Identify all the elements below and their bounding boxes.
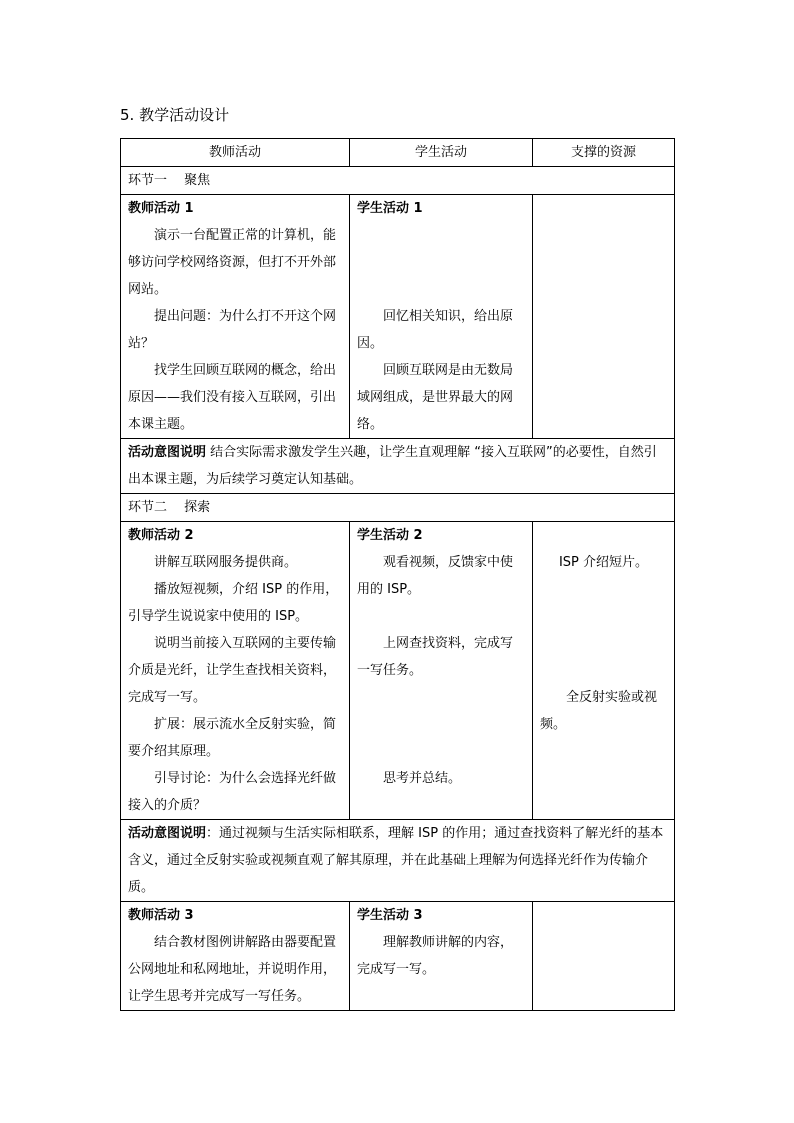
stage2-teacher-p1: 讲解互联网服务提供商。 — [154, 555, 298, 570]
stage1-note-label: 活动意图说明 — [128, 445, 207, 460]
stage1-student-cell — [350, 195, 533, 439]
stage3-teacher-cell — [121, 902, 350, 1011]
stage1-student-p2: 回顾互联网是由无数局域网组成，是世界最大的网络。 — [357, 363, 514, 432]
header-teacher-activity: 教师活动 — [121, 139, 350, 167]
stage2-teacher-p5: 引导讨论：为什么会选择光纤做接入的介质？ — [128, 771, 337, 813]
header-student-activity: 学生活动 — [350, 139, 533, 167]
stage2-note — [121, 820, 675, 902]
stage1-activity-row — [121, 195, 675, 439]
stage3-resource-cell — [533, 902, 675, 1011]
stage2-student-cell — [350, 522, 533, 820]
stage2-teacher-cell — [121, 522, 350, 820]
stage2-student-p1: 观看视频，反馈家中使用的 ISP。 — [357, 555, 514, 597]
stage3-teacher-heading: 教师活动 3 — [128, 908, 194, 923]
stage1-title: 环节一 聚焦 — [121, 167, 675, 195]
stage2-teacher-p3: 说明当前接入互联网的主要传输介质是光纤，让学生查找相关资料，完成写一写。 — [128, 636, 337, 705]
stage1-teacher-cell — [121, 195, 350, 439]
stage2-title: 环节二 探索 — [121, 494, 675, 522]
stage2-resource-2: 全反射实验或视频。 — [540, 690, 658, 732]
section-title: 5. 教学活动设计 — [120, 106, 230, 124]
stage1-teacher-p3: 找学生回顾互联网的概念，给出原因——我们没有接入互联网，引出本课主题。 — [128, 363, 337, 432]
stage1-teacher-heading: 教师活动 1 — [128, 201, 194, 216]
stage2-note-label: 活动意图说明 — [128, 826, 207, 841]
stage1-note-text: 结合实际需求激发学生兴趣，让学生直观理解 “接入互联网”的必要性，自然引出本课主题，为后续学习奠定认知基础。 — [128, 445, 657, 487]
stage1-student-heading: 学生活动 1 — [357, 201, 423, 216]
stage2-teacher-p4: 扩展：展示流水全反射实验，简要介绍其原理。 — [128, 717, 337, 759]
stage2-student-p3: 思考并总结。 — [383, 771, 462, 786]
stage3-student-p1: 理解教师讲解的内容，完成写一写。 — [357, 935, 514, 977]
stage1-note — [121, 439, 675, 494]
table-header-row — [121, 139, 675, 167]
stage1-resource-cell — [533, 195, 675, 439]
header-support-resources: 支撑的资源 — [533, 139, 675, 167]
stage2-note-text: ：通过视频与生活实际相联系，理解 ISP 的作用；通过查找资料了解光纤的基本含义，通过全反射实验或视频直观了解其原理，并在此基础上理解为何选择光纤作为传输介质。 — [128, 826, 664, 895]
stage1-teacher-p1: 演示一台配置正常的计算机，能够访问学校网络资源，但打不开外部网站。 — [128, 228, 337, 297]
stage2-resource-1: ISP 介绍短片。 — [558, 555, 649, 570]
stage2-teacher-p2: 播放短视频，介绍 ISP 的作用，引导学生说说家中使用的 ISP。 — [128, 582, 339, 624]
stage2-activity-row — [121, 522, 675, 820]
stage1-teacher-p2: 提出问题：为什么打不开这个网站？ — [128, 309, 337, 351]
stage3-student-cell — [350, 902, 533, 1011]
activity-design-table — [120, 138, 675, 1011]
stage1-title-row — [121, 167, 675, 195]
stage3-teacher-p1: 结合教材图例讲解路由器要配置公网地址和私网地址，并说明作用，让学生思考并完成写一写任务。 — [128, 935, 337, 1004]
stage2-student-p2: 上网查找资料，完成写一写任务。 — [357, 636, 514, 678]
stage2-teacher-heading: 教师活动 2 — [128, 528, 194, 543]
stage2-title-row — [121, 494, 675, 522]
stage2-student-heading: 学生活动 2 — [357, 528, 423, 543]
stage3-activity-row — [121, 902, 675, 1011]
stage1-student-p1: 回忆相关知识，给出原因。 — [357, 309, 514, 351]
stage2-note-row — [121, 820, 675, 902]
stage3-student-heading: 学生活动 3 — [357, 908, 423, 923]
stage2-resource-cell — [533, 522, 675, 820]
stage1-note-row — [121, 439, 675, 494]
